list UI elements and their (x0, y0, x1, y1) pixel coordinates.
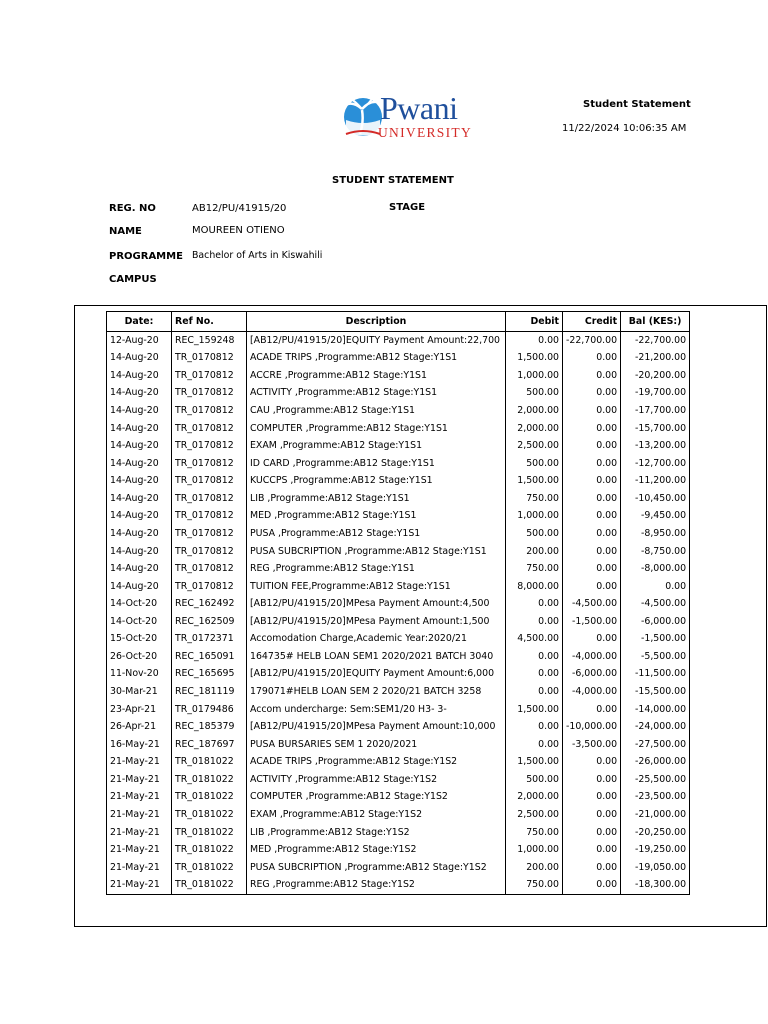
cell-debit: 2,500.00 (506, 806, 563, 824)
cell-date: 23-Apr-21 (107, 701, 172, 719)
table-row (107, 631, 690, 649)
cell-credit: 0.00 (563, 806, 621, 824)
cell-date: 21-May-21 (107, 876, 172, 894)
cell-credit: 0.00 (563, 473, 621, 491)
table-row (107, 420, 690, 438)
cell-balance: -14,000.00 (621, 701, 690, 719)
cell-description: [AB12/PU/41915/20]EQUITY Payment Amount:22,700 (247, 332, 506, 350)
cell-debit: 0.00 (506, 718, 563, 736)
cell-description: PUSA SUBCRIPTION ,Programme:AB12 Stage:Y1S1 (247, 543, 506, 561)
cell-ref: TR_0170812 (172, 420, 247, 438)
cell-ref: REC_181119 (172, 683, 247, 701)
cell-description: COMPUTER ,Programme:AB12 Stage:Y1S2 (247, 789, 506, 807)
table-row (107, 560, 690, 578)
name-value: MOUREEN OTIENO (192, 225, 285, 236)
cell-balance: -11,200.00 (621, 473, 690, 491)
table-row (107, 543, 690, 561)
table-row (107, 473, 690, 491)
cell-debit: 0.00 (506, 648, 563, 666)
col-header-ref: Ref No. (172, 312, 247, 332)
cell-ref: TR_0170812 (172, 437, 247, 455)
cell-description: ID CARD ,Programme:AB12 Stage:Y1S1 (247, 455, 506, 473)
cell-balance: -9,450.00 (621, 508, 690, 526)
cell-credit: 0.00 (563, 771, 621, 789)
cell-description: EXAM ,Programme:AB12 Stage:Y1S2 (247, 806, 506, 824)
cell-debit: 0.00 (506, 332, 563, 350)
cell-debit: 2,000.00 (506, 789, 563, 807)
cell-ref: TR_0170812 (172, 402, 247, 420)
cell-date: 14-Aug-20 (107, 490, 172, 508)
cell-date: 21-May-21 (107, 841, 172, 859)
cell-credit: 0.00 (563, 578, 621, 596)
cell-credit: -10,000.00 (563, 718, 621, 736)
cell-description: ACCRE ,Programme:AB12 Stage:Y1S1 (247, 367, 506, 385)
cell-description: KUCCPS ,Programme:AB12 Stage:Y1S1 (247, 473, 506, 491)
cell-debit: 8,000.00 (506, 578, 563, 596)
cell-date: 14-Aug-20 (107, 473, 172, 491)
table-row (107, 841, 690, 859)
table-row (107, 578, 690, 596)
cell-date: 15-Oct-20 (107, 631, 172, 649)
table-row (107, 789, 690, 807)
cell-credit: 0.00 (563, 385, 621, 403)
cell-date: 14-Aug-20 (107, 367, 172, 385)
cell-description: [AB12/PU/41915/20]MPesa Payment Amount:4,500 (247, 595, 506, 613)
cell-ref: TR_0181022 (172, 824, 247, 842)
cell-credit: -3,500.00 (563, 736, 621, 754)
header-title: Student Statement (583, 99, 691, 110)
cell-balance: -1,500.00 (621, 631, 690, 649)
cell-ref: TR_0181022 (172, 841, 247, 859)
cell-description: Accom undercharge: Sem:SEM1/20 H3- 3- (247, 701, 506, 719)
cell-ref: TR_0181022 (172, 859, 247, 877)
cell-balance: -19,050.00 (621, 859, 690, 877)
table-row (107, 876, 690, 894)
programme-value: Bachelor of Arts in Kiswahili (192, 250, 323, 261)
col-header-credit: Credit (563, 312, 621, 332)
table-row (107, 806, 690, 824)
logo-subtitle: UNIVERSITY (378, 125, 472, 140)
table-row (107, 736, 690, 754)
cell-credit: 0.00 (563, 543, 621, 561)
cell-description: [AB12/PU/41915/20]MPesa Payment Amount:1,500 (247, 613, 506, 631)
cell-credit: 0.00 (563, 754, 621, 772)
col-header-description: Description (247, 312, 506, 332)
cell-debit: 2,500.00 (506, 437, 563, 455)
cell-description: LIB ,Programme:AB12 Stage:Y1S1 (247, 490, 506, 508)
table-row (107, 367, 690, 385)
table-row (107, 455, 690, 473)
university-logo (342, 90, 472, 146)
cell-credit: 0.00 (563, 525, 621, 543)
cell-date: 21-May-21 (107, 789, 172, 807)
cell-ref: TR_0181022 (172, 754, 247, 772)
cell-credit: 0.00 (563, 789, 621, 807)
cell-credit: 0.00 (563, 455, 621, 473)
cell-debit: 500.00 (506, 771, 563, 789)
cell-ref: TR_0181022 (172, 789, 247, 807)
cell-date: 11-Nov-20 (107, 666, 172, 684)
cell-debit: 1,000.00 (506, 508, 563, 526)
cell-debit: 0.00 (506, 595, 563, 613)
cell-date: 14-Oct-20 (107, 613, 172, 631)
cell-ref: REC_159248 (172, 332, 247, 350)
cell-ref: TR_0170812 (172, 543, 247, 561)
cell-balance: -26,000.00 (621, 754, 690, 772)
cell-ref: REC_165091 (172, 648, 247, 666)
cell-credit: 0.00 (563, 824, 621, 842)
cell-date: 16-May-21 (107, 736, 172, 754)
cell-credit: -22,700.00 (563, 332, 621, 350)
cell-credit: 0.00 (563, 508, 621, 526)
cell-debit: 1,500.00 (506, 350, 563, 368)
cell-ref: TR_0170812 (172, 578, 247, 596)
cell-balance: -23,500.00 (621, 789, 690, 807)
cell-debit: 1,500.00 (506, 473, 563, 491)
cell-ref: REC_165695 (172, 666, 247, 684)
programme-label: PROGRAMME (109, 251, 183, 262)
cell-debit: 2,000.00 (506, 402, 563, 420)
cell-debit: 200.00 (506, 859, 563, 877)
cell-credit: -1,500.00 (563, 613, 621, 631)
cell-description: COMPUTER ,Programme:AB12 Stage:Y1S1 (247, 420, 506, 438)
cell-date: 14-Oct-20 (107, 595, 172, 613)
cell-ref: TR_0170812 (172, 525, 247, 543)
stage-label: STAGE (389, 202, 426, 213)
cell-balance: -11,500.00 (621, 666, 690, 684)
cell-description: PUSA BURSARIES SEM 1 2020/2021 (247, 736, 506, 754)
table-header-row (107, 312, 690, 332)
cell-debit: 1,500.00 (506, 701, 563, 719)
campus-label: CAMPUS (109, 274, 157, 285)
cell-debit: 0.00 (506, 613, 563, 631)
table-row (107, 648, 690, 666)
cell-ref: TR_0170812 (172, 367, 247, 385)
col-header-balance: Bal (KES:) (621, 312, 690, 332)
table-row (107, 385, 690, 403)
statement-table (106, 311, 690, 895)
cell-credit: 0.00 (563, 350, 621, 368)
cell-date: 14-Aug-20 (107, 578, 172, 596)
cell-balance: -25,500.00 (621, 771, 690, 789)
cell-debit: 0.00 (506, 666, 563, 684)
cell-balance: -8,000.00 (621, 560, 690, 578)
cell-balance: -22,700.00 (621, 332, 690, 350)
cell-balance: -17,700.00 (621, 402, 690, 420)
col-header-debit: Debit (506, 312, 563, 332)
cell-ref: TR_0170812 (172, 508, 247, 526)
table-row (107, 525, 690, 543)
cell-description: ACTIVITY ,Programme:AB12 Stage:Y1S2 (247, 771, 506, 789)
reg-no-label: REG. NO (109, 203, 156, 214)
cell-description: REG ,Programme:AB12 Stage:Y1S2 (247, 876, 506, 894)
cell-ref: TR_0170812 (172, 473, 247, 491)
cell-debit: 750.00 (506, 876, 563, 894)
cell-date: 14-Aug-20 (107, 543, 172, 561)
cell-description: 179071#HELB LOAN SEM 2 2020/21 BATCH 3258 (247, 683, 506, 701)
cell-balance: -24,000.00 (621, 718, 690, 736)
cell-date: 14-Aug-20 (107, 402, 172, 420)
cell-description: MED ,Programme:AB12 Stage:Y1S1 (247, 508, 506, 526)
cell-description: PUSA SUBCRIPTION ,Programme:AB12 Stage:Y1S2 (247, 859, 506, 877)
cell-credit: 0.00 (563, 701, 621, 719)
cell-date: 21-May-21 (107, 824, 172, 842)
cell-debit: 1,000.00 (506, 367, 563, 385)
table-row (107, 718, 690, 736)
print-datetime: 11/22/2024 10:06:35 AM (562, 123, 687, 134)
cell-balance: -21,200.00 (621, 350, 690, 368)
cell-credit: 0.00 (563, 631, 621, 649)
cell-debit: 750.00 (506, 560, 563, 578)
table-row (107, 613, 690, 631)
table-row (107, 332, 690, 350)
cell-ref: TR_0181022 (172, 771, 247, 789)
cell-balance: -8,750.00 (621, 543, 690, 561)
cell-ref: TR_0170812 (172, 455, 247, 473)
cell-ref: TR_0170812 (172, 350, 247, 368)
cell-balance: -4,500.00 (621, 595, 690, 613)
reg-no-value: AB12/PU/41915/20 (192, 203, 287, 214)
cell-debit: 500.00 (506, 525, 563, 543)
cell-date: 21-May-21 (107, 771, 172, 789)
cell-balance: -15,700.00 (621, 420, 690, 438)
table-row (107, 824, 690, 842)
cell-credit: 0.00 (563, 841, 621, 859)
table-row (107, 350, 690, 368)
cell-balance: -20,200.00 (621, 367, 690, 385)
cell-credit: -4,000.00 (563, 683, 621, 701)
cell-balance: -12,700.00 (621, 455, 690, 473)
cell-ref: TR_0170812 (172, 560, 247, 578)
table-row (107, 683, 690, 701)
cell-debit: 4,500.00 (506, 631, 563, 649)
cell-debit: 1,500.00 (506, 754, 563, 772)
cell-credit: 0.00 (563, 876, 621, 894)
cell-ref: TR_0172371 (172, 631, 247, 649)
table-row (107, 437, 690, 455)
table-row (107, 701, 690, 719)
cell-credit: 0.00 (563, 420, 621, 438)
table-row (107, 402, 690, 420)
cell-description: [AB12/PU/41915/20]EQUITY Payment Amount:6,000 (247, 666, 506, 684)
cell-balance: -5,500.00 (621, 648, 690, 666)
cell-ref: TR_0170812 (172, 490, 247, 508)
cell-balance: -19,700.00 (621, 385, 690, 403)
cell-description: CAU ,Programme:AB12 Stage:Y1S1 (247, 402, 506, 420)
cell-date: 21-May-21 (107, 859, 172, 877)
cell-ref: TR_0181022 (172, 806, 247, 824)
cell-credit: -4,000.00 (563, 648, 621, 666)
cell-debit: 500.00 (506, 385, 563, 403)
col-header-date: Date: (107, 312, 172, 332)
cell-credit: 0.00 (563, 560, 621, 578)
logo-name: Pwani (380, 90, 458, 126)
cell-credit: -4,500.00 (563, 595, 621, 613)
cell-balance: -8,950.00 (621, 525, 690, 543)
cell-ref: TR_0181022 (172, 876, 247, 894)
cell-balance: 0.00 (621, 578, 690, 596)
cell-date: 26-Oct-20 (107, 648, 172, 666)
cell-description: Accomodation Charge,Academic Year:2020/21 (247, 631, 506, 649)
name-label: NAME (109, 226, 142, 237)
cell-description: ACADE TRIPS ,Programme:AB12 Stage:Y1S1 (247, 350, 506, 368)
cell-credit: 0.00 (563, 859, 621, 877)
cell-balance: -6,000.00 (621, 613, 690, 631)
cell-ref: REC_162509 (172, 613, 247, 631)
cell-credit: -6,000.00 (563, 666, 621, 684)
cell-credit: 0.00 (563, 367, 621, 385)
cell-balance: -27,500.00 (621, 736, 690, 754)
cell-date: 12-Aug-20 (107, 332, 172, 350)
cell-balance: -15,500.00 (621, 683, 690, 701)
cell-balance: -21,000.00 (621, 806, 690, 824)
table-row (107, 490, 690, 508)
cell-description: ACTIVITY ,Programme:AB12 Stage:Y1S1 (247, 385, 506, 403)
cell-ref: TR_0179486 (172, 701, 247, 719)
table-row (107, 666, 690, 684)
cell-date: 26-Apr-21 (107, 718, 172, 736)
cell-debit: 750.00 (506, 824, 563, 842)
cell-date: 14-Aug-20 (107, 385, 172, 403)
cell-debit: 0.00 (506, 736, 563, 754)
cell-ref: REC_162492 (172, 595, 247, 613)
table-row (107, 754, 690, 772)
cell-date: 14-Aug-20 (107, 420, 172, 438)
cell-date: 21-May-21 (107, 806, 172, 824)
cell-description: ACADE TRIPS ,Programme:AB12 Stage:Y1S2 (247, 754, 506, 772)
cell-description: REG ,Programme:AB12 Stage:Y1S1 (247, 560, 506, 578)
cell-date: 14-Aug-20 (107, 525, 172, 543)
cell-date: 21-May-21 (107, 754, 172, 772)
cell-date: 30-Mar-21 (107, 683, 172, 701)
cell-debit: 500.00 (506, 455, 563, 473)
cell-credit: 0.00 (563, 490, 621, 508)
cell-description: TUITION FEE,Programme:AB12 Stage:Y1S1 (247, 578, 506, 596)
cell-balance: -20,250.00 (621, 824, 690, 842)
cell-date: 14-Aug-20 (107, 455, 172, 473)
cell-description: PUSA ,Programme:AB12 Stage:Y1S1 (247, 525, 506, 543)
cell-debit: 200.00 (506, 543, 563, 561)
cell-ref: REC_185379 (172, 718, 247, 736)
cell-ref: REC_187697 (172, 736, 247, 754)
cell-balance: -13,200.00 (621, 437, 690, 455)
table-row (107, 508, 690, 526)
cell-description: EXAM ,Programme:AB12 Stage:Y1S1 (247, 437, 506, 455)
table-row (107, 859, 690, 877)
cell-credit: 0.00 (563, 437, 621, 455)
cell-description: [AB12/PU/41915/20]MPesa Payment Amount:10,000 (247, 718, 506, 736)
cell-description: MED ,Programme:AB12 Stage:Y1S2 (247, 841, 506, 859)
cell-debit: 2,000.00 (506, 420, 563, 438)
cell-balance: -18,300.00 (621, 876, 690, 894)
cell-date: 14-Aug-20 (107, 560, 172, 578)
cell-credit: 0.00 (563, 402, 621, 420)
document-title: STUDENT STATEMENT (332, 175, 454, 186)
cell-debit: 750.00 (506, 490, 563, 508)
cell-description: LIB ,Programme:AB12 Stage:Y1S2 (247, 824, 506, 842)
table-row (107, 595, 690, 613)
cell-description: 164735# HELB LOAN SEM1 2020/2021 BATCH 3040 (247, 648, 506, 666)
cell-date: 14-Aug-20 (107, 437, 172, 455)
cell-balance: -10,450.00 (621, 490, 690, 508)
cell-balance: -19,250.00 (621, 841, 690, 859)
table-row (107, 771, 690, 789)
cell-ref: TR_0170812 (172, 385, 247, 403)
cell-debit: 0.00 (506, 683, 563, 701)
cell-date: 14-Aug-20 (107, 350, 172, 368)
cell-date: 14-Aug-20 (107, 508, 172, 526)
cell-debit: 1,000.00 (506, 841, 563, 859)
